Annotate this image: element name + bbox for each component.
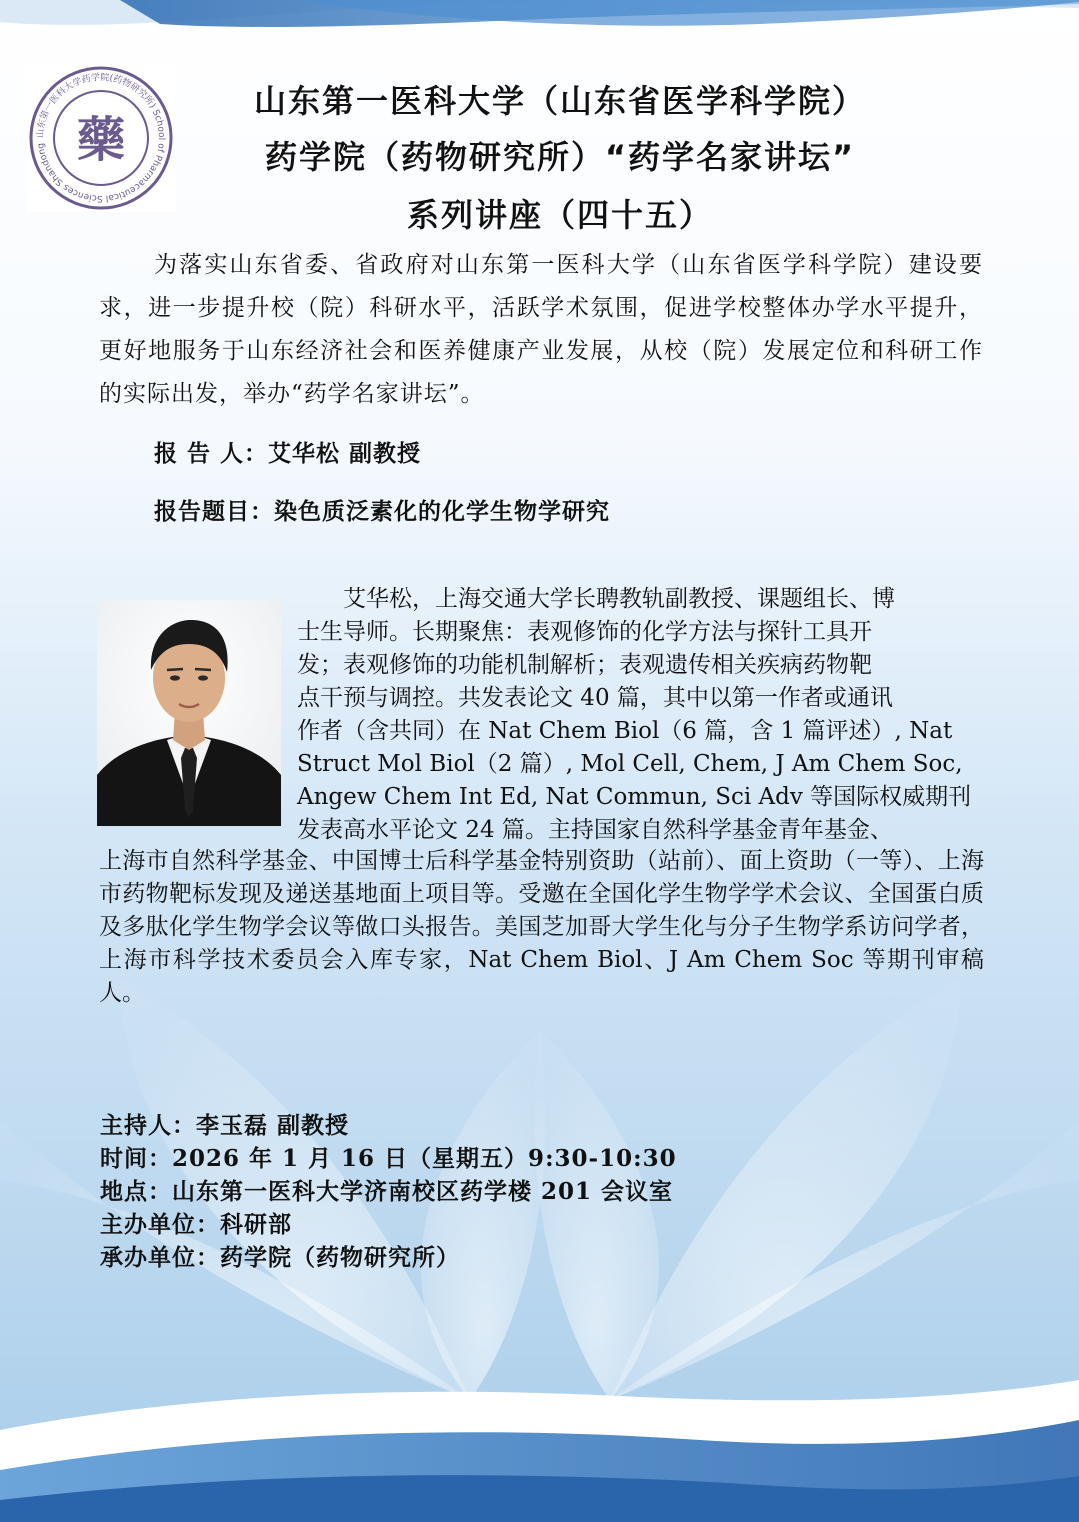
bio-line: 作者（含共同）在 Nat Chem Biol（6 篇，含 1 篇评述）, Nat [297,718,953,744]
reporter-label: 报 告 人： [154,440,269,467]
topic-row [154,493,610,526]
time-info: 时间：2026 年 1 月 16 日（星期五）9:30-10:30 [100,1145,677,1172]
topic-value: 染色质泛素化的化学生物学研究 [274,498,610,525]
place-info: 地点：山东第一医科大学济南校区药学楼 201 会议室 [100,1178,674,1205]
speaker-photo [97,600,281,826]
bio-line: 士生导师。长期聚焦：表观修饰的化学方法与探针工具开 [297,619,872,645]
bio-line: Angew Chem Int Ed, Nat Commun, Sci Adv 等国际权威期刊 [297,784,972,810]
bio-line: 艾华松，上海交通大学长聘教轨副教授、课题组长、博 [297,586,895,612]
host-info: 主持人：李玉磊 副教授 [100,1112,350,1139]
speaker-portrait-icon [97,600,281,826]
bio-line: Struct Mol Biol（2 篇）, Mol Cell, Chem, J Am Chem Soc, [297,751,963,777]
organizer-info: 主办单位：科研部 [100,1211,292,1238]
topic-label: 报告题目： [154,498,274,525]
undertaker-info: 承办单位：药学院（药物研究所） [100,1244,460,1271]
bio-line: 发；表观修饰的功能机制解析；表观遗传相关疾病药物靶 [297,652,872,678]
seal-center-glyph: 藥 [76,112,126,168]
title-line-2: 药学院（药物研究所）“药学名家讲坛” [264,138,856,176]
speaker-bio [297,583,984,847]
reporter-row [154,435,421,468]
bio-line: 点干预与调控。共发表论文 40 篇，其中以第一作者或通讯 [297,685,893,711]
reporter-value: 艾华松 副教授 [268,440,422,467]
title-line-1: 山东第一医科大学（山东省医学科学院） [253,82,866,120]
speaker-bio-continuation: 上海市自然科学基金、中国博士后科学基金特别资助（站前）、面上资助（一等）、上海市药物靶标发现及递送基地面上项目等。受邀在全国化学生物学学术会议、全国蛋白质及多肽化学生物学会议等做口头报告。美国芝加哥大学生化与分子生物学系访问学者，上海市科学技术委员会入库专家，Nat Chem Biol、J Am Chem Soc 等期刊审稿人。 [99,848,984,1006]
intro-paragraph: 为落实山东省委、省政府对山东第一医科大学（山东省医学科学院）建设要求，进一步提升校（院）科研水平，活跃学术氛围，促进学校整体办学水平提升，更好地服务于山东经济社会和医养健康产业发展，从校（院）发展定位和科研工作的实际出发，举办“药学名家讲坛”。 [99,252,983,407]
title-line-3: 系列讲座（四十五） [406,196,713,234]
seal-ring-text: 山东第一医科大学药学院(药物研究所) School of Pharmaceutical Sciences Shandong [35,72,167,204]
bio-line: 发表高水平论文 24 篇。主持国家自然科学基金青年基金、 [297,817,893,843]
